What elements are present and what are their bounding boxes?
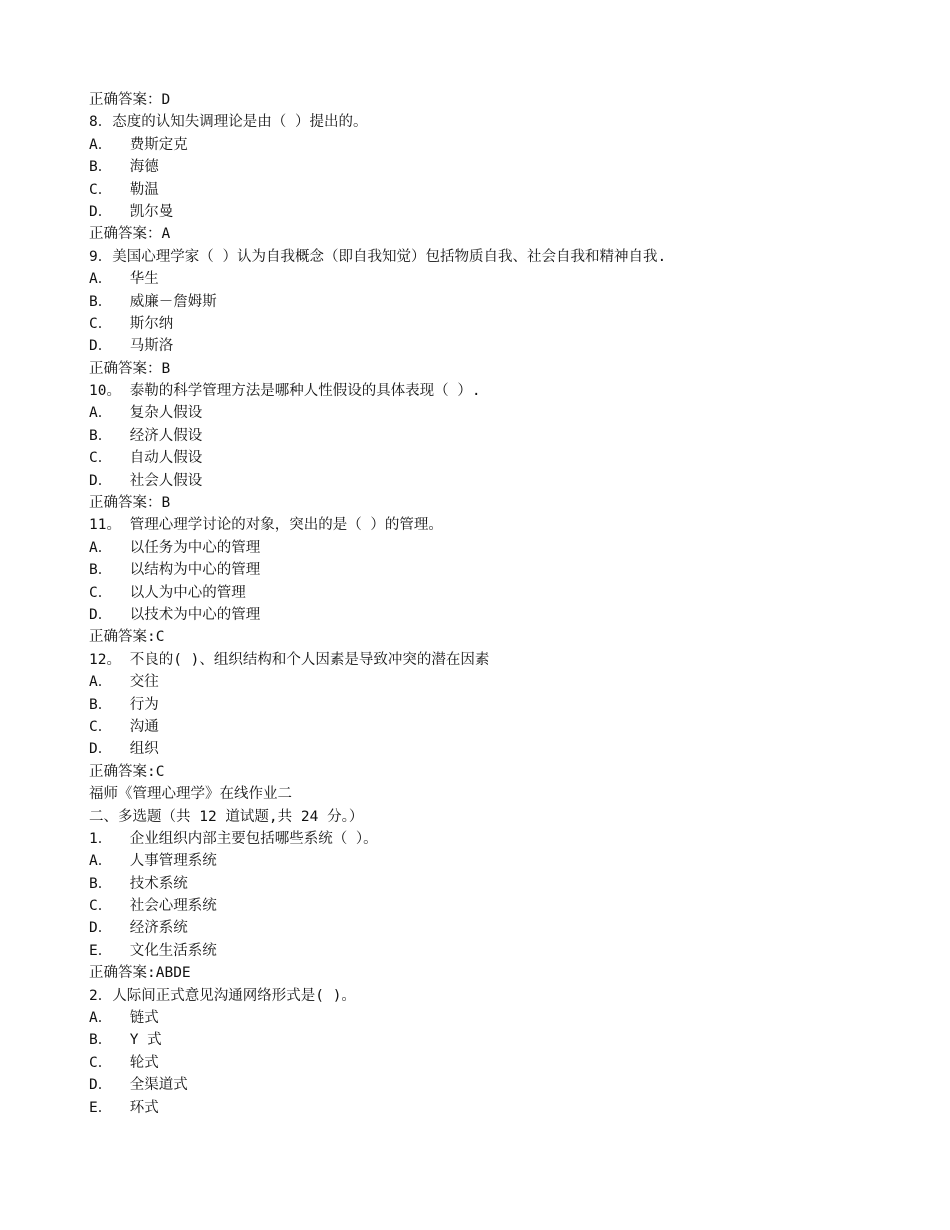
section-title: 福师《管理心理学》在线作业二 (89, 786, 292, 803)
option-line: B． 技术系统 (89, 875, 188, 892)
question-line: 10。 泰勒的科学管理方法是哪种人性假设的具体表现（ ）. (89, 383, 481, 400)
option-line: A． 复杂人假设 (89, 405, 203, 422)
option-line: C． 轮式 (89, 1054, 159, 1071)
option-line: B． 经济人假设 (89, 427, 203, 444)
question-line: 11。 管理心理学讨论的对象，突出的是（ ）的管理。 (89, 517, 443, 534)
option-line: D． 马斯洛 (89, 338, 174, 355)
document-page (89, 89, 909, 1119)
answer-line: 正确答案：A (89, 226, 171, 243)
option-line: A． 以任务为中心的管理 (89, 539, 261, 556)
option-line: A． 费斯定克 (89, 136, 188, 153)
option-line: D． 凯尔曼 (89, 203, 174, 220)
option-line: A． 华生 (89, 271, 159, 288)
question-line: 2．人际间正式意见沟通网络形式是( )。 (89, 987, 356, 1004)
option-line: A． 人事管理系统 (89, 853, 217, 870)
answer-line: 正确答案：D (89, 92, 171, 108)
option-line: E． 文化生活系统 (89, 942, 217, 959)
answer-line: 正确答案:C (89, 763, 165, 780)
option-line: B． Y 式 (89, 1032, 162, 1049)
option-line: C． 以人为中心的管理 (89, 584, 246, 601)
option-line: A． 交往 (89, 674, 159, 691)
option-line: E． 环式 (89, 1099, 159, 1116)
option-line: B． 威廉－詹姆斯 (89, 293, 217, 310)
question-line: 8．态度的认知失调理论是由（ ）提出的。 (89, 114, 368, 131)
answer-line: 正确答案:ABDE (89, 965, 191, 982)
option-line: D． 全渠道式 (89, 1077, 188, 1094)
option-line: A． 链式 (89, 1010, 159, 1027)
option-line: D． 社会人假设 (89, 472, 203, 489)
question-line: 9．美国心理学家（ ）认为自我概念（即自我知觉）包括物质自我、社会自我和精神自我. (89, 248, 667, 265)
option-line: D． 组织 (89, 741, 159, 758)
option-line: C． 社会心理系统 (89, 898, 217, 915)
option-line: B． 行为 (89, 696, 159, 713)
question-line: 12。 不良的( )、组织结构和个人因素是导致冲突的潜在因素 (89, 651, 490, 668)
question-line: 1． 企业组织内部主要包括哪些系统（ ）。 (89, 830, 378, 847)
answer-line: 正确答案:C (89, 629, 165, 646)
option-line: C． 斯尔纳 (89, 315, 174, 332)
option-line: B． 海德 (89, 159, 159, 176)
option-line: C． 勒温 (89, 181, 159, 198)
answer-line: 正确答案：B (89, 360, 171, 377)
section-heading: 二、多选题（共 12 道试题,共 24 分。） (89, 808, 364, 825)
option-line: B． 以结构为中心的管理 (89, 562, 261, 579)
answer-line: 正确答案：B (89, 495, 171, 512)
option-line: C． 自动人假设 (89, 450, 203, 467)
option-line: D． 经济系统 (89, 920, 188, 937)
option-line: C． 沟通 (89, 718, 159, 735)
option-line: D． 以技术为中心的管理 (89, 606, 261, 623)
